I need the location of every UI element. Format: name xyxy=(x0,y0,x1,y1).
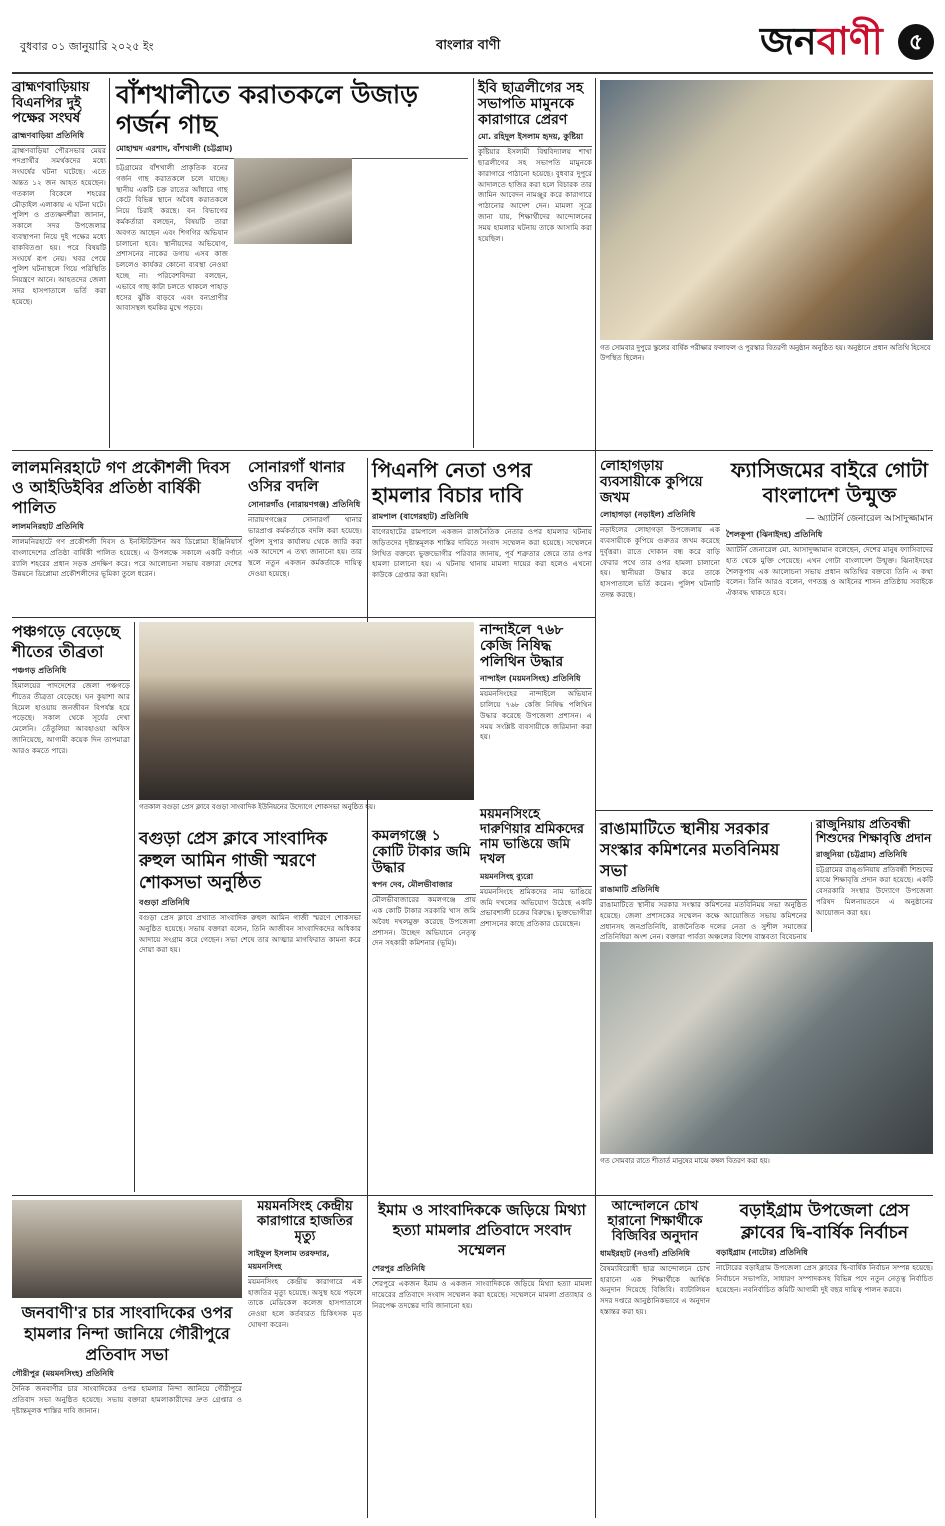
article-sonargaon-oc xyxy=(248,458,362,613)
article-bogura-press-club xyxy=(139,828,361,1192)
article-headline: ইমাম ও সাংবাদিককে জড়িয়ে মিথ্যা হত্যা মামলার প্রতিবাদে সংবাদ সম্মেলন xyxy=(378,1201,586,1259)
article-mymensingh-jail xyxy=(248,1200,362,1518)
column-divider xyxy=(109,78,110,448)
section-divider xyxy=(12,1195,933,1196)
article-headline: পিএনপি নেতা ওপর হামলার বিচার দাবি xyxy=(372,458,532,507)
article-body: অ্যাটর্নি জেনারেল মো. আসাদুজ্জামান বলেছেন, দেশের মানুষ ফ্যাসিবাদের হাত থেকে মুক্তি পেয়েছে। এখন গোটা বাংলাদেশ উন্মুক্ত। ঝিনাইদহের শৈলকূপায় এক আলোচনা সভায় প্রধান অতিথির বক্তব্যে তিনি এ কথা বলেন। তিনি আরও বলেন, গণতন্ত্র ও আইনের শাসন প্রতিষ্ঠায় সবাইকে ঐক্যবদ্ধ থাকতে হবে। xyxy=(726,545,933,598)
article-body: বৈষম্যবিরোধী ছাত্র আন্দোলনে চোখ হারানো এক শিক্ষার্থীকে আর্থিক অনুদান দিয়েছে বিজিবি। ব্যাটালিয়ন সদর দপ্তরে আনুষ্ঠানিকভাবে এ অনুদান হস্তান্তর করা হয়। xyxy=(600,1263,710,1316)
article-headline: ইবি ছাত্রলীগের সহ সভাপতি মামুনকে কারাগারে প্রেরণ xyxy=(478,80,584,129)
article-body: হিমালয়ের পাদদেশের জেলা পঞ্চগড়ে শীতের তীব্রতা বেড়েছে। ঘন কুয়াশা আর হিমেল হাওয়ায় জনজীবন বিপর্যস্ত হয়ে পড়েছে। সকাল থেকে সূর্যের দেখা মেলেনি। তেঁতুলিয়া আবহাওয়া অফিস জানিয়েছে, আগামী কয়েক দিন তাপমাত্রা আরও কমতে পারে। xyxy=(12,681,130,755)
article-headline: ব্রাহ্মণবাড়িয়ায় বিএনপির দুই পক্ষের সংঘর্ষ xyxy=(12,79,90,127)
article-body: মৌলভীবাজারের কমলগঞ্জে প্রায় এক কোটি টাকার সরকারি খাস জমি অবৈধ দখলমুক্ত করেছে উপজেলা প্রশাসন। উচ্ছেদ অভিযানে নেতৃত্ব দেন সহকারী কমিশনার (ভূমি)। xyxy=(372,895,476,948)
article-bnp-clash xyxy=(12,80,106,445)
article-rangamati-commission xyxy=(600,818,807,942)
article-rangunia-stipend xyxy=(816,818,933,936)
article-byline: নান্দাইল (ময়মনসিংহ) প্রতিনিধি xyxy=(480,673,592,689)
article-body: নড়াইলের লোহাগড়া উপজেলায় এক ব্যবসায়ীকে কুপিয়ে গুরুতর জখম করেছে দুর্বৃত্তরা। রাতে দোকান বন্ধ করে বাড়ি ফেরার পথে তার ওপর হামলা চালানো হয়। স্থানীয়রা উদ্ধার করে তাকে হাসপাতালে ভর্তি করেন। পুলিশ ঘটনাটি তদন্ত করছে। xyxy=(600,525,720,600)
article-headline: বাঁশখালীতে করাতকলে উজাড় গর্জন গাছ xyxy=(116,80,418,139)
article-baraigram-election xyxy=(716,1200,933,1518)
article-headline: কমলগঞ্জে ১ কোটি টাকার জমি উদ্ধার xyxy=(372,828,471,877)
press-photo-caption: গতকাল বগুড়া প্রেস ক্লাবে বগুড়া সাংবাদিক ইউনিয়নের উদ্যোগে শোকসভা অনুষ্ঠিত হয়। xyxy=(139,803,376,811)
article-body: নাটোরের বড়াইগ্রাম উপজেলা প্রেস ক্লাবের দ্বি-বার্ষিক নির্বাচন সম্পন্ন হয়েছে। নির্বাচনে সভাপতি, সাধারণ সম্পাদকসহ বিভিন্ন পদে নতুন নেতৃত্ব নির্বাচিত হয়েছেন। নবনির্বাচিত কমিটি আগামী দুই বছর দায়িত্ব পালন করবে। xyxy=(716,1263,933,1294)
article-byline: রামপাল (বাগেরহাট) প্রতিনিধি xyxy=(372,511,592,527)
article-banshkhali-trees xyxy=(116,80,468,445)
page-number: ৫ xyxy=(908,29,924,55)
article-headline: সোনারগাঁ থানার ওসির বদলি xyxy=(248,458,345,495)
article-panchagarh-cold xyxy=(12,622,130,1192)
article-headline: ফ্যাসিজমের বাইরে গোটা বাংলাদেশ উন্মুক্ত xyxy=(730,458,929,507)
section-divider xyxy=(12,450,595,451)
article-headline: নান্দাইলে ৭৬৮ কেজি নিষিদ্ধ পলিথিন উদ্ধার xyxy=(480,622,564,671)
article-body: বগুড়া প্রেস ক্লাবে প্রখ্যাত সাংবাদিক রুহুল আমিন গাজী স্মরণে শোকসভা অনুষ্ঠিত হয়েছে। সভায় বক্তারা বলেন, তিনি আজীবন সাংবাদিকদের অধিকার আদায়ে সংগ্রাম করে গেছেন। সভা শেষে তার আত্মার মাগফিরাত কামনা করে দোয়া করা হয়। xyxy=(139,913,361,955)
section-divider xyxy=(595,450,933,451)
article-fascism xyxy=(726,458,933,808)
article-byline: মো. রহিদুল ইসলাম হৃদয়, কুষ্টিয়া xyxy=(478,131,592,147)
article-byline: শেরপুর প্রতিনিধি xyxy=(372,1263,592,1279)
article-byline: মোহাম্মদ এরশাদ, বাঁশখালী (চট্টগ্রাম) xyxy=(116,143,468,159)
article-headline: বড়াইগ্রাম উপজেলা প্রেস ক্লাবের দ্বি-বার্ষিক নির্বাচন xyxy=(739,1201,910,1243)
article-headline: আন্দোলনে চোখ হারানো শিক্ষার্থীকে বিজিবির অনুদান xyxy=(607,1199,703,1244)
issue-date: বুধবার ০১ জানুয়ারি ২০২৫ ইং xyxy=(20,40,154,53)
article-byline: সাইফুল ইসলাম তরফদার, ময়মনসিংহ xyxy=(248,1248,362,1277)
article-body: ব্রাহ্মণবাড়িয়া পৌরসভার মেয়র পদপ্রার্থীর সমর্থকদের মধ্যে সংঘর্ষের ঘটনা ঘটেছে। এতে অন্তত ১২ জন আহত হয়েছেন। গতকাল বিকেলে শহরের মৌড়াইল এলাকায় এ ঘটনা ঘটে। পুলিশ ও প্রত্যক্ষদর্শীরা জানান, সকালে সদর উপজেলার ব্যবস্থাপনা নিয়ে দুই পক্ষের মধ্যে বাকবিতণ্ডা হয়। পরে বিষয়টি সংঘর্ষে রূপ নেয়। খবর পেয়ে পুলিশ ঘটনাস্থলে গিয়ে পরিস্থিতি নিয়ন্ত্রণে আনে। আহতদের জেলা সদর হাসপাতালে ভর্তি করা হয়েছে। xyxy=(12,145,106,306)
article-nandail-polythene xyxy=(480,622,592,802)
column-divider xyxy=(473,78,474,448)
article-gouripur-protest xyxy=(12,1302,242,1518)
article-pnp-attack xyxy=(372,458,592,613)
article-byline: স্বপন দেব, মৌলভীবাজার xyxy=(372,879,476,895)
column-divider xyxy=(134,622,135,1192)
article-headline: ময়মনসিংহ কেন্দ্রীয় কারাগারে হাজতির মৃত্যু xyxy=(257,1199,353,1244)
article-kamalganj-land xyxy=(372,828,476,1192)
article-body: ময়মনসিংহ কেন্দ্রীয় কারাগারে এক হাজতির মৃত্যু হয়েছে। অসুস্থ হয়ে পড়লে তাকে মেডিকেল কলেজ হাসপাতালে নেওয়া হলে কর্তব্যরত চিকিৎসক মৃত ঘোষণা করেন। xyxy=(248,1276,362,1329)
edition-name: বাংলার বাণী xyxy=(436,38,501,53)
section-divider xyxy=(595,810,933,811)
article-headline: ময়মনসিংহে দারুণিয়ার শ্রমিকদের নাম ভাঙিয়ে জমি দখল xyxy=(480,807,584,867)
article-byline: বড়াইগ্রাম (নাটোর) প্রতিনিধি xyxy=(716,1247,933,1263)
article-byline: লোহাগড়া (নড়াইল) প্রতিনিধি xyxy=(600,509,720,525)
article-headline: লোহাগড়ায় ব্যবসায়ীকে কুপিয়ে জখম xyxy=(600,458,703,507)
logo-text-2: বাণী xyxy=(816,18,883,63)
masthead-logo xyxy=(760,16,900,66)
article-headline: বগুড়া প্রেস ক্লাবে সাংবাদিক রুহুল আমিন গাজী স্মরণে শোকসভা অনুষ্ঠিত xyxy=(139,829,328,893)
article-byline: লালমনিরহাট প্রতিনিধি xyxy=(12,521,242,537)
page-number-badge xyxy=(898,24,934,60)
article-headline: জনবাণী'র চার সাংবাদিকের ওপর হামলার নিন্দা জানিয়ে গৌরীপুরে প্রতিবাদ সভা xyxy=(21,1303,233,1364)
article-body: বাগেরহাটের রামপালে একজন রাজনৈতিক নেতার ওপর হামলার ঘটনায় জড়িতদের দৃষ্টান্তমূলক শাস্তির দাবিতে সংবাদ সম্মেলন করা হয়েছে। সম্মেলনে লিখিত বক্তব্যে ভুক্তভোগীর পরিবার জানায়, পূর্ব শত্রুতার জেরে তার ওপর হামলা চালানো হয়। এ ঘটনায় থানায় মামলা দায়ের করা হলেও এখনো কাউকে গ্রেপ্তার করা হয়নি। xyxy=(372,527,592,580)
blanket-distribution-photo xyxy=(600,942,933,1154)
logo-text-1: জন xyxy=(760,18,817,63)
column-divider xyxy=(595,78,596,1518)
article-mymensingh-land xyxy=(480,808,592,1193)
article-lalmonirhat xyxy=(12,458,242,613)
article-headline: রাজুনিয়ায় প্রতিবন্ধী শিশুদের শিক্ষাবৃত্তি প্রদান xyxy=(816,817,932,845)
article-body: ময়মনসিংহে শ্রমিকদের নাম ভাঙিয়ে জমি দখলের অভিযোগ উঠেছে একটি প্রভাবশালী চক্রের বিরুদ্ধে। ভুক্তভোগীরা প্রশাসনের কাছে প্রতিকার চেয়েছেন। xyxy=(480,886,592,929)
article-bgb-donation xyxy=(600,1200,710,1518)
article-byline: গৌরীপুর (ময়মনসিংহ) প্রতিনিধি xyxy=(12,1368,242,1384)
column-divider xyxy=(811,822,812,932)
article-body: নারায়ণগঞ্জের সোনারগাঁ থানার ভারপ্রাপ্ত কর্মকর্তাকে বদলি করা হয়েছে। পুলিশ সুপার কার্যালয় থেকে জারি করা এক আদেশে এ তথ্য জানানো হয়। তার স্থলে নতুন একজন কর্মকর্তাকে দায়িত্ব দেওয়া হয়েছে। xyxy=(248,515,362,578)
article-byline: রাজুনিয়া (চট্টগ্রাম) প্রতিনিধি xyxy=(816,849,933,865)
article-sherpur-case xyxy=(372,1200,592,1518)
article-body: শেরপুরে একজন ইমাম ও একজন সাংবাদিককে জড়িয়ে মিথ্যা হত্যা মামলা দায়েরের প্রতিবাদে সংবাদ সম্মেলন করা হয়েছে। সম্মেলনে মামলা প্রত্যাহার ও নিরপেক্ষ তদন্তের দাবি জানানো হয়। xyxy=(372,1279,592,1310)
press-club-photo xyxy=(139,622,474,800)
blanket-photo-caption: গত সোমবার রাতে শীতার্ত মানুষের মাঝে কম্বল বিতরণ করা হয়। xyxy=(600,1157,770,1165)
article-byline: ব্রাহ্মণবাড়িয়া প্রতিনিধি xyxy=(12,130,106,146)
section-divider xyxy=(12,617,595,618)
article-lohagara xyxy=(600,458,720,808)
article-body: ময়মনসিংহের নান্দাইলে অভিযান চালিয়ে ৭৬৮ কেজি নিষিদ্ধ পলিথিন উদ্ধার করেছে উপজেলা প্রশাসন। এ সময় সংশ্লিষ্ট ব্যবসায়ীকে জরিমানা করা হয়। xyxy=(480,689,592,742)
article-byline: ধামইরহাট (নওগাঁ) প্রতিনিধি xyxy=(600,1248,710,1264)
article-ib-chatraleague xyxy=(478,80,592,445)
article-headline: পঞ্চগড়ে বেড়েছে শীতের তীব্রতা xyxy=(12,622,121,661)
masthead xyxy=(0,0,945,72)
award-photo-caption: গত সোমবার দুপুরে স্কুলের বার্ষিক পরীক্ষার ফলাফল ও পুরস্কার বিতরণী অনুষ্ঠান অনুষ্ঠিত হয়। অনুষ্ঠানে প্রধান অতিথি হিসেবে উপস্থিত ছিলেন। xyxy=(600,344,931,362)
article-headline: রাঙামাটিতে স্থানীয় সরকার সংস্কার কমিশনের মতবিনিময় সভা xyxy=(600,819,780,880)
article-attribution: — অ্যাটর্নি জেনারেল আসাদুজ্জামান xyxy=(805,514,933,524)
article-byline: ময়মনসিংহ ব্যুরো xyxy=(480,871,592,887)
gouripur-meeting-photo xyxy=(12,1200,242,1298)
article-body: রাঙামাটিতে স্থানীয় সরকার সংস্কার কমিশনের মতবিনিময় সভা অনুষ্ঠিত হয়েছে। জেলা প্রশাসকের সম্মেলন কক্ষে আয়োজিত সভায় কমিশনের প্রধানসহ জনপ্রতিনিধি, রাজনৈতিক দলের নেতা ও সুশীল সমাজের প্রতিনিধিরা অংশ নেন। বক্তারা পার্বত্য অঞ্চলের বিশেষ বাস্তবতা বিবেচনায় xyxy=(600,900,807,942)
article-body: দৈনিক জনবাণীর চার সাংবাদিকের ওপর হামলার নিন্দা জানিয়ে গৌরীপুরে প্রতিবাদ সভা অনুষ্ঠিত হয়েছে। সভায় বক্তারা হামলাকারীদের দ্রুত গ্রেপ্তার ও দৃষ্টান্তমূলক শাস্তির দাবি জানান। xyxy=(12,1384,242,1415)
article-headline: লালমনিরহাটে গণ প্রকৌশলী দিবস ও আইডিইবির প্রতিষ্ঠা বার্ষিকী পালিত xyxy=(12,458,230,517)
article-byline: বগুড়া প্রতিনিধি xyxy=(139,897,361,913)
article-byline: শৈলকূপা (ঝিনাইদহ) প্রতিনিধি xyxy=(726,529,933,545)
award-ceremony-photo xyxy=(600,80,933,340)
article-byline: সোনারগাঁও (নারায়ণগঞ্জ) প্রতিনিধি xyxy=(248,499,362,515)
sawmill-photo xyxy=(234,158,352,244)
article-byline: রাঙামাটি প্রতিনিধি xyxy=(600,884,807,900)
article-body: লালমনিরহাটে গণ প্রকৌশলী দিবস ও ইনস্টিটিউশন অব ডিপ্লোমা ইঞ্জিনিয়ার্স বাংলাদেশের প্রতিষ্ঠা বার্ষিকী পালিত হয়েছে। এ উপলক্ষে সকালে একটি বর্ণাঢ্য র‍্যালি শহরের প্রধান সড়ক প্রদক্ষিণ করে। পরে আলোচনা সভায় বক্তারা দেশের উন্নয়নে ডিপ্লোমা প্রকৌশলীদের ভূমিকা তুলে ধরেন। xyxy=(12,537,242,579)
masthead-rule xyxy=(12,72,933,74)
article-byline: পঞ্চগড় প্রতিনিধি xyxy=(12,665,130,681)
article-body: চট্টগ্রামের বাঁশখালী প্রাকৃতিক বনের গর্জন গাছ করাতকলে চলে যাচ্ছে। স্থানীয় একটি চক্র রাতের আঁধারে গাছ কেটে বিভিন্ন স্থানে অবৈধ করাতকলে নিয়ে চিরাই করছে। বন বিভাগের কর্মকর্তারা বলছেন, বিষয়টি তারা অবগত আছেন এবং শিগগির অভিযান চালানো হবে। স্থানীয়দের অভিযোগ, প্রশাসনের নাকের ডগায় এসব কাজ চললেও কার্যকর কোনো ব্যবস্থা নেওয়া হচ্ছে না। পরিবেশবিদরা বলছেন, এভাবে গাছ কাটা চলতে থাকলে পাহাড় ধসের ঝুঁকি বাড়বে এবং বন্যপ্রাণীর আবাসস্থল হুমকির মুখে পড়বে। xyxy=(116,163,228,313)
article-body: কুষ্টিয়ার ইসলামী বিশ্ববিদ্যালয় শাখা ছাত্রলীগের সহ সভাপতি মামুনকে কারাগারে পাঠানো হয়েছে। বুধবার দুপুরে আদালতে হাজির করা হলে বিচারক তার জামিন আবেদন নামঞ্জুর করে কারাগারে পাঠানোর আদেশ দেন। মামলা সূত্রে জানা যায়, শিক্ষার্থীদের আন্দোলনের সময় হামলার ঘটনায় তাকে আসামি করা হয়েছিল। xyxy=(478,147,592,243)
article-body: চট্টগ্রামের রাঙ্গুনিয়ায় প্রতিবন্ধী শিশুদের মাঝে শিক্ষাবৃত্তি প্রদান করা হয়েছে। একটি বেসরকারি সংস্থার উদ্যোগে উপজেলা পরিষদ মিলনায়তনে এ অনুষ্ঠানের আয়োজন করা হয়। xyxy=(816,864,933,917)
